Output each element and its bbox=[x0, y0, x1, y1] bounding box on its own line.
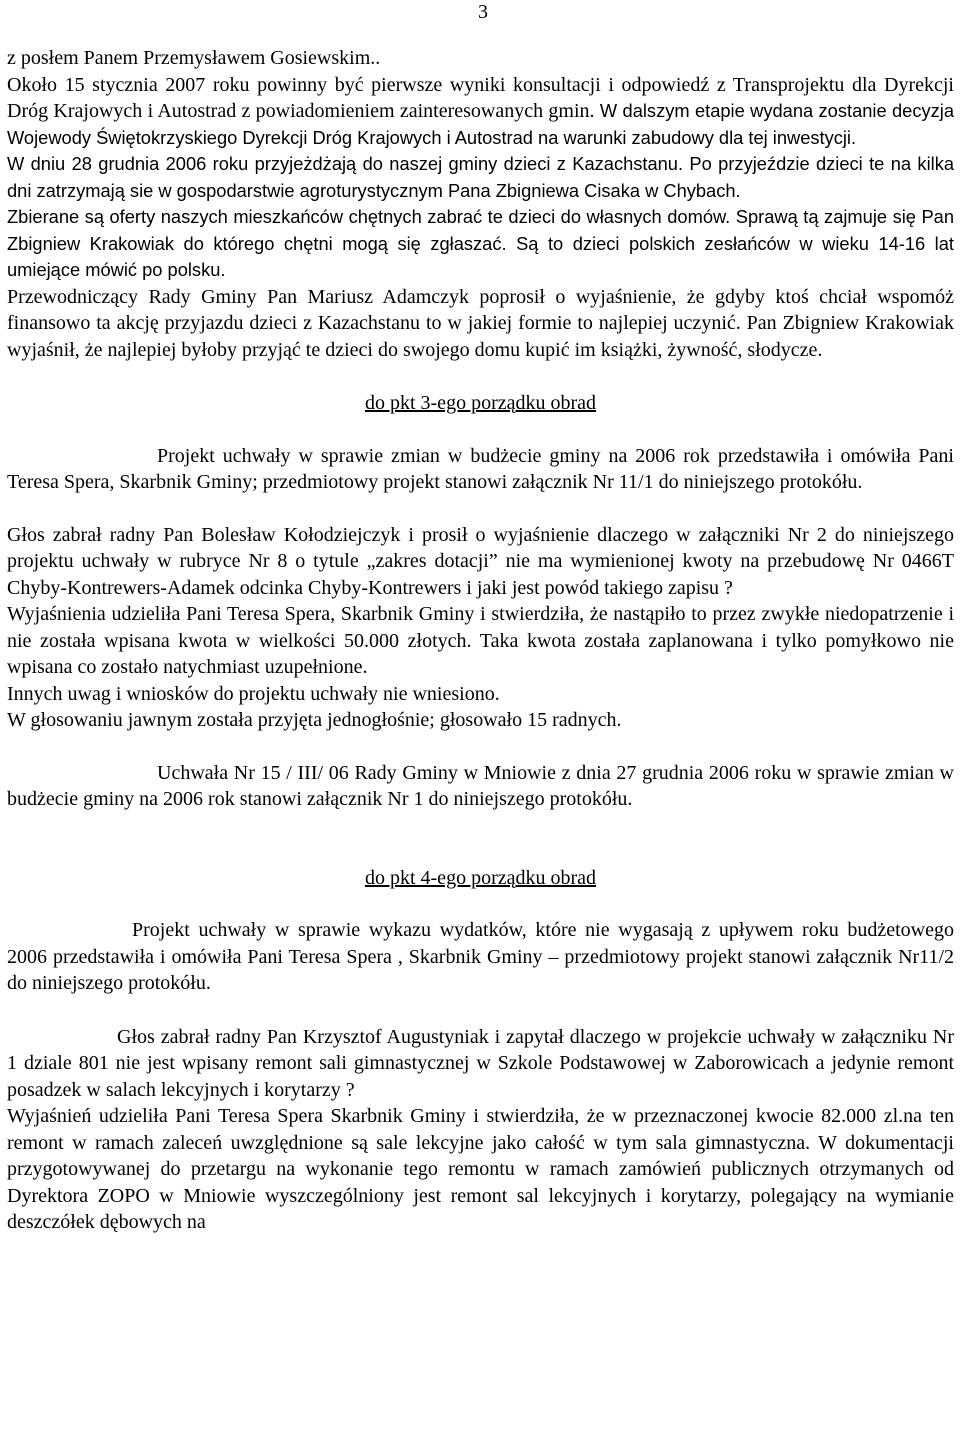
spacer bbox=[7, 813, 954, 865]
text-run: Taka kwota została zaplanowana i tylko pomyłkowo nie wpisana co zostało natychmiast uzupełnione. bbox=[7, 629, 954, 678]
paragraph-kolodziejczyk: Głos zabrał radny Pan Bolesław Kołodziejczyk i prosił o wyjaśnienie dlaczego w załączniki Nr 2 do niniejszego projektu uchwały w rubryce Nr 8 o tytule „zakres dotacji” nie ma wymienionej kwoty na przebudowę Nr 0466T Chyby-Kontrewers-Adamek odcinka Chyby-Kontrewers i jaki jest powód takiego zapisu ? bbox=[7, 523, 954, 599]
text-run: Wyjaśnienia udzieliła Pani Teresa Spera, Skarbnik Gminy i stwierdziła, że nastąpiło to przez zwykłe niedopatrzenie i nie została wpisana kwota w wielkości 50.000 złotych. bbox=[7, 603, 954, 652]
text-run: Sprawą tą zajmuje się Pan Zbigniew Krakowiak do którego chętni mogą się zgłaszać. bbox=[7, 206, 954, 254]
paragraph-kazakhstan-children bbox=[7, 151, 954, 204]
text-run: Pan Zbigniew Krakowiak wyjaśnił, że najlepiej byłoby przyjąć te dzieci do swojego domu kupić im książki, żywność, słodycze. bbox=[7, 312, 954, 361]
section-heading-pkt4: do pkt 4-ego porządku obrad bbox=[364, 866, 597, 889]
text-run: z posłem Panem Przemysławem Gosiewskim.. bbox=[7, 47, 381, 69]
section-heading-pkt3: do pkt 3-ego porządku obrad bbox=[364, 392, 597, 414]
paragraph-spera-explanation bbox=[7, 601, 954, 681]
text-run: Przewodniczący Rady Gminy Pan Mariusz Adamczyk poprosił o wyjaśnienie, że gdyby ktoś chciał wspomóż finansowo ta akcję przyjazdu dzieci z Kazachstanu to w jakiej formie to najlepiej uczynić. bbox=[7, 285, 954, 334]
paragraph-augustyniak: Głos zabrał radny Pan Krzysztof Augustyniak i zapytał dlaczego w projekcie uchwały w załączniku Nr 1 dziale 801 nie jest wpisany remont sali gimnastycznej w Szkole Podstawowej w Zaborowicach a jedynie remont posadzek w salach lekcyjnych i korytarzy ? bbox=[7, 1025, 954, 1101]
paragraph-chairman-question bbox=[7, 284, 954, 364]
paragraph-budget-draft: Projekt uchwały w sprawie zmian w budżecie gminy na 2006 rok przedstawiła i omówiła Pani Teresa Spera, Skarbnik Gminy; przedmiotowy projekt stanowi załącznik Nr 11/1 do niniejszego protokółu. bbox=[7, 444, 954, 493]
spacer bbox=[7, 734, 954, 760]
text-run: Po przyjeździe dzieci te na kilka dni zatrzymają sie w gospodarstwie agroturystycznym Pana Zbigniewa Cisaka w Chybach. bbox=[7, 153, 954, 201]
text-run: W dniu 28 grudnia 2006 roku przyjeżdżają do naszej gminy dzieci z Kazachstanu. bbox=[7, 153, 684, 174]
paragraph-offers bbox=[7, 204, 954, 284]
paragraph-spera-remont: Wyjaśnień udzieliła Pani Teresa Spera Skarbnik Gminy i stwierdziła, że w przeznaczonej kwocie 82.000 zl.na ten remont w ramach zaleceń uwzględnione są sale lekcyjne jako całość w tym sala gimnastyczna. W dokumentacji przygotowywanej do przetargu na wykonanie tego remontu w ramach zamówień publicznych otrzymanych od Dyrektora ZOPO w Mniowie wyszczególniony jest remont sal lekcyjnych i korytarzy, polegający na wymianie deszczółek dębowych na bbox=[7, 1105, 954, 1233]
spacer bbox=[7, 891, 954, 917]
paragraph-consultations bbox=[7, 72, 954, 152]
spacer bbox=[7, 496, 954, 522]
text-run: Około 15 stycznia 2007 roku powinny być pierwsze wyniki konsultacji i odpowiedź z Transprojektu dla Dyrekcji Dróg Krajowych i Autostrad z powiadomieniem zainteresowanych gmin. bbox=[7, 73, 954, 122]
paragraph-opening bbox=[7, 45, 954, 72]
spacer bbox=[7, 363, 954, 390]
text-run: Zbierane są oferty naszych mieszkańców chętnych zabrać te dzieci do własnych domów. bbox=[7, 206, 731, 227]
spacer bbox=[7, 997, 954, 1024]
document-body bbox=[7, 45, 954, 1236]
paragraph-resolution: Uchwała Nr 15 / III/ 06 Rady Gminy w Mniowie z dnia 27 grudnia 2006 roku w sprawie zmian w budżecie gminy na 2006 rok stanowi załącznik Nr 1 do niniejszego protokółu. bbox=[7, 761, 954, 810]
spacer bbox=[7, 417, 954, 443]
paragraph-no-remarks: Innych uwag i wniosków do projektu uchwały nie wniesiono. bbox=[7, 682, 500, 705]
text-run: W dalszym etapie wydana zostanie decyzja Wojewody Świętokrzyskiego Dyrekcji Dróg Krajowych i Autostrad na warunki zabudowy dla tej inwestycji. bbox=[7, 100, 954, 148]
page-number: 3 bbox=[478, 1, 488, 23]
text-run: Są to dzieci polskich zesłańców w wieku 14-16 lat umiejące mówić po polsku. bbox=[7, 232, 954, 280]
paragraph-vote: W głosowaniu jawnym została przyjęta jednogłośnie; głosowało 15 radnych. bbox=[7, 709, 622, 731]
paragraph-expenses-draft: Projekt uchwały w sprawie wykazu wydatków, które nie wygasają z upływem roku budżetowego 2006 przedstawiła i omówiła Pani Teresa Spera , Skarbnik Gminy – przedmiotowy projekt stanowi załącznik Nr11/2 do niniejszego protokółu. bbox=[7, 919, 954, 994]
